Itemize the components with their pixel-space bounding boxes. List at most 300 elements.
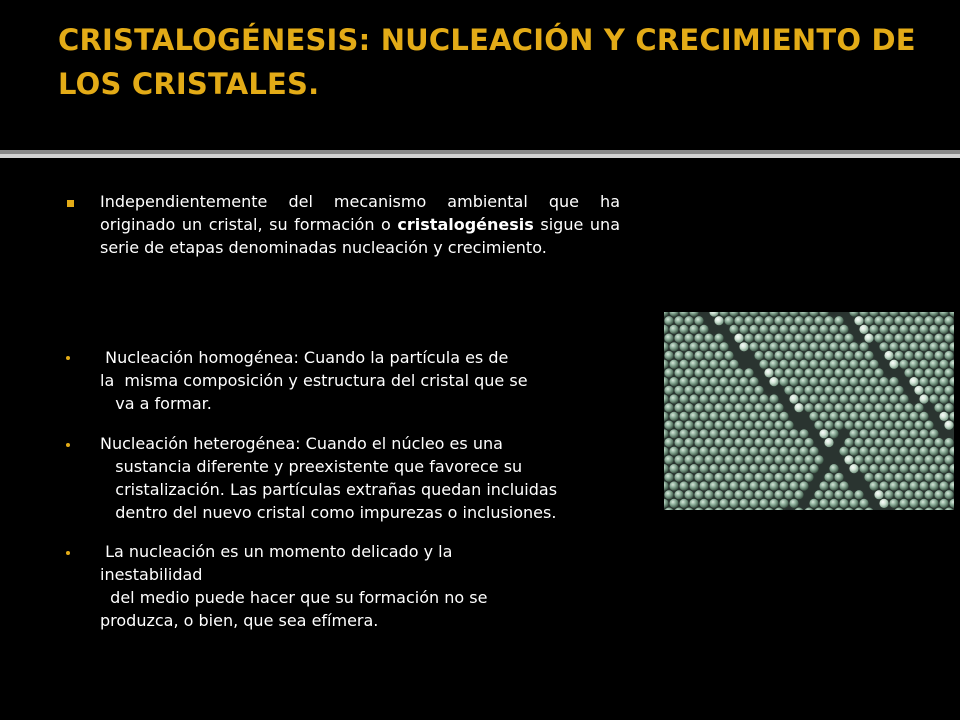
- crystal-sphere: [809, 464, 818, 473]
- crystal-sphere: [784, 334, 793, 343]
- crystal-sphere: [874, 316, 883, 325]
- crystal-sphere: [724, 490, 733, 499]
- crystal-sphere: [929, 325, 938, 334]
- crystal-sphere: [884, 473, 893, 482]
- crystal-sphere: [819, 360, 828, 369]
- crystal-sphere: [934, 490, 943, 499]
- crystal-sphere: [739, 394, 748, 403]
- crystal-sphere: [739, 429, 748, 438]
- crystal-sphere: [874, 334, 883, 343]
- crystal-sphere: [934, 438, 943, 447]
- crystal-sphere: [889, 464, 898, 473]
- crystal-lattice-image: [664, 312, 954, 510]
- crystal-sphere: [664, 421, 673, 430]
- crystal-sphere: [744, 490, 753, 499]
- crystal-sphere: [714, 316, 723, 325]
- crystal-sphere: [794, 316, 803, 325]
- crystal-sphere: [889, 412, 898, 421]
- crystal-sphere: [739, 481, 748, 490]
- crystal-sphere: [879, 447, 888, 456]
- crystal-sphere: [829, 499, 838, 508]
- crystal-sphere: [934, 351, 943, 360]
- crystal-sphere: [714, 334, 723, 343]
- crystal-sphere: [719, 464, 728, 473]
- crystal-sphere: [664, 334, 673, 343]
- crystal-sphere: [909, 377, 918, 386]
- crystal-sphere: [724, 438, 733, 447]
- crystal-sphere: [674, 368, 683, 377]
- crystal-sphere: [769, 429, 778, 438]
- crystal-sphere: [764, 334, 773, 343]
- crystal-sphere: [699, 412, 708, 421]
- crystal-sphere: [744, 473, 753, 482]
- crystal-sphere: [729, 429, 738, 438]
- crystal-sphere: [844, 403, 853, 412]
- crystal-sphere: [889, 394, 898, 403]
- crystal-sphere: [704, 334, 713, 343]
- crystal-sphere: [849, 464, 858, 473]
- crystal-sphere: [854, 386, 863, 395]
- crystal-sphere: [914, 368, 923, 377]
- crystal-sphere: [814, 490, 823, 499]
- crystal-sphere: [829, 377, 838, 386]
- crystal-sphere: [839, 325, 848, 334]
- crystal-sphere: [809, 394, 818, 403]
- crystal-sphere: [819, 377, 828, 386]
- crystal-sphere: [709, 447, 718, 456]
- crystal-sphere: [839, 499, 848, 508]
- crystal-sphere: [729, 447, 738, 456]
- crystal-sphere: [934, 368, 943, 377]
- crystal-sphere: [764, 473, 773, 482]
- crystal-sphere: [699, 360, 708, 369]
- crystal-sphere: [674, 386, 683, 395]
- crystal-sphere: [929, 464, 938, 473]
- crystal-sphere: [774, 368, 783, 377]
- crystal-sphere: [689, 394, 698, 403]
- crystal-sphere: [834, 473, 843, 482]
- crystal-sphere: [689, 360, 698, 369]
- crystal-sphere: [829, 464, 838, 473]
- crystal-sphere: [799, 325, 808, 334]
- crystal-sphere: [839, 394, 848, 403]
- crystal-sphere: [784, 455, 793, 464]
- crystal-sphere: [734, 386, 743, 395]
- crystal-sphere: [669, 464, 678, 473]
- crystal-sphere: [719, 481, 728, 490]
- crystal-sphere: [719, 429, 728, 438]
- crystal-sphere: [769, 360, 778, 369]
- crystal-sphere: [909, 447, 918, 456]
- crystal-sphere: [714, 403, 723, 412]
- crystal-sphere: [769, 481, 778, 490]
- crystal-sphere: [909, 464, 918, 473]
- crystal-sphere: [914, 386, 923, 395]
- crystal-sphere: [694, 473, 703, 482]
- crystal-sphere: [869, 447, 878, 456]
- crystal-sphere: [789, 429, 798, 438]
- crystal-sphere: [694, 455, 703, 464]
- crystal-sphere: [734, 490, 743, 499]
- intro-text-end: sigue una serie de etapas denominadas nucleación y crecimiento.: [100, 215, 620, 257]
- crystal-sphere: [664, 316, 673, 325]
- crystal-sphere: [869, 394, 878, 403]
- crystal-sphere: [829, 481, 838, 490]
- crystal-sphere: [759, 447, 768, 456]
- crystal-sphere: [799, 464, 808, 473]
- crystal-sphere: [704, 403, 713, 412]
- crystal-sphere: [879, 394, 888, 403]
- square-bullet-icon: [67, 200, 74, 207]
- crystal-sphere: [944, 368, 953, 377]
- crystal-sphere: [704, 368, 713, 377]
- crystal-sphere: [799, 429, 808, 438]
- crystal-sphere: [739, 412, 748, 421]
- crystal-sphere: [919, 464, 928, 473]
- crystal-sphere: [689, 342, 698, 351]
- crystal-sphere: [914, 334, 923, 343]
- crystal-sphere: [889, 377, 898, 386]
- crystal-sphere: [784, 351, 793, 360]
- crystal-sphere: [904, 334, 913, 343]
- crystal-sphere: [869, 360, 878, 369]
- crystal-sphere: [844, 334, 853, 343]
- crystal-sphere: [819, 412, 828, 421]
- crystal-sphere: [934, 403, 943, 412]
- crystal-sphere: [904, 403, 913, 412]
- crystal-sphere: [674, 490, 683, 499]
- crystal-sphere: [834, 386, 843, 395]
- crystal-sphere: [944, 334, 953, 343]
- dot-bullet-icon: [66, 443, 70, 447]
- crystal-sphere: [944, 438, 953, 447]
- crystal-sphere: [939, 325, 948, 334]
- crystal-sphere: [784, 386, 793, 395]
- crystal-sphere: [794, 368, 803, 377]
- crystal-sphere: [829, 412, 838, 421]
- crystal-sphere: [889, 342, 898, 351]
- crystal-sphere: [884, 490, 893, 499]
- crystal-sphere: [894, 421, 903, 430]
- crystal-sphere: [704, 473, 713, 482]
- crystal-sphere: [894, 438, 903, 447]
- crystal-sphere: [704, 421, 713, 430]
- crystal-sphere: [779, 342, 788, 351]
- crystal-sphere: [834, 421, 843, 430]
- crystal-sphere: [759, 499, 768, 508]
- crystal-sphere: [679, 342, 688, 351]
- crystal-sphere: [904, 316, 913, 325]
- crystal-sphere: [679, 481, 688, 490]
- crystal-sphere: [934, 316, 943, 325]
- crystal-sphere: [744, 334, 753, 343]
- crystal-sphere: [774, 490, 783, 499]
- crystal-sphere: [839, 481, 848, 490]
- crystal-sphere: [664, 386, 673, 395]
- crystal-sphere: [724, 473, 733, 482]
- crystal-sphere: [794, 403, 803, 412]
- crystal-sphere: [849, 377, 858, 386]
- crystal-sphere: [689, 464, 698, 473]
- crystal-sphere: [859, 464, 868, 473]
- crystal-sphere: [819, 394, 828, 403]
- crystal-sphere: [694, 386, 703, 395]
- crystal-sphere: [714, 368, 723, 377]
- crystal-sphere: [674, 403, 683, 412]
- crystal-sphere: [754, 403, 763, 412]
- crystal-sphere: [734, 403, 743, 412]
- crystal-sphere: [859, 447, 868, 456]
- crystal-sphere: [779, 377, 788, 386]
- crystal-sphere: [779, 481, 788, 490]
- crystal-sphere: [694, 490, 703, 499]
- crystal-sphere: [809, 377, 818, 386]
- crystal-sphere: [679, 429, 688, 438]
- crystal-sphere: [724, 351, 733, 360]
- crystal-sphere: [759, 429, 768, 438]
- crystal-sphere: [664, 438, 673, 447]
- crystal-sphere: [754, 386, 763, 395]
- crystal-sphere: [859, 429, 868, 438]
- crystal-sphere: [764, 490, 773, 499]
- crystal-sphere: [824, 473, 833, 482]
- crystal-sphere: [744, 438, 753, 447]
- crystal-sphere: [844, 368, 853, 377]
- crystal-sphere: [744, 316, 753, 325]
- crystal-sphere: [854, 316, 863, 325]
- crystal-sphere: [719, 394, 728, 403]
- crystal-sphere: [719, 412, 728, 421]
- crystal-sphere: [814, 334, 823, 343]
- crystal-sphere: [754, 334, 763, 343]
- crystal-sphere: [734, 316, 743, 325]
- crystal-sphere: [749, 325, 758, 334]
- crystal-sphere: [849, 429, 858, 438]
- crystal-sphere: [809, 360, 818, 369]
- crystal-sphere: [759, 481, 768, 490]
- crystal-sphere: [679, 412, 688, 421]
- crystal-sphere: [924, 334, 933, 343]
- crystal-sphere: [879, 325, 888, 334]
- crystal-sphere: [749, 377, 758, 386]
- crystal-sphere: [864, 316, 873, 325]
- crystal-sphere: [909, 499, 918, 508]
- crystal-sphere: [874, 368, 883, 377]
- crystal-sphere: [764, 368, 773, 377]
- crystal-sphere: [929, 481, 938, 490]
- crystal-sphere: [754, 455, 763, 464]
- crystal-sphere: [794, 351, 803, 360]
- crystal-sphere: [704, 386, 713, 395]
- crystal-sphere: [774, 473, 783, 482]
- crystal-sphere: [929, 360, 938, 369]
- crystal-sphere: [899, 412, 908, 421]
- crystal-sphere: [879, 429, 888, 438]
- crystal-sphere: [794, 438, 803, 447]
- crystal-sphere: [689, 377, 698, 386]
- crystal-sphere: [869, 377, 878, 386]
- crystal-sphere: [739, 325, 748, 334]
- crystal-sphere: [844, 490, 853, 499]
- crystal-sphere: [779, 325, 788, 334]
- crystal-sphere: [864, 334, 873, 343]
- crystal-sphere: [944, 490, 953, 499]
- crystal-sphere: [709, 464, 718, 473]
- crystal-sphere: [689, 499, 698, 508]
- crystal-sphere: [814, 368, 823, 377]
- crystal-sphere: [879, 481, 888, 490]
- crystal-sphere: [759, 464, 768, 473]
- crystal-sphere: [789, 394, 798, 403]
- crystal-sphere: [869, 464, 878, 473]
- item-heterogeneous: Nucleación heterogénea: Cuando el núcleo es una sustancia diferente y preexistente que favorece su cristalización. Las partículas extrañas quedan incluidas dentro del nuevo cristal como impurezas o inclusiones.: [100, 434, 558, 522]
- crystal-sphere: [699, 325, 708, 334]
- crystal-sphere: [864, 473, 873, 482]
- crystal-sphere: [709, 360, 718, 369]
- crystal-sphere: [764, 455, 773, 464]
- crystal-sphere: [669, 325, 678, 334]
- intro-text-start: Independientemente del mecanismo ambiental que ha originado un cristal, su formación o: [100, 192, 620, 234]
- crystal-sphere: [884, 351, 893, 360]
- crystal-sphere: [694, 351, 703, 360]
- crystal-sphere: [864, 386, 873, 395]
- crystal-sphere: [884, 455, 893, 464]
- crystal-sphere: [919, 499, 928, 508]
- crystal-sphere: [664, 351, 673, 360]
- crystal-sphere: [809, 342, 818, 351]
- crystal-sphere: [934, 386, 943, 395]
- crystal-sphere: [764, 438, 773, 447]
- crystal-sphere: [764, 403, 773, 412]
- crystal-sphere: [769, 412, 778, 421]
- crystal-sphere: [834, 316, 843, 325]
- crystal-sphere: [684, 351, 693, 360]
- crystal-sphere: [674, 473, 683, 482]
- crystal-sphere: [709, 429, 718, 438]
- crystal-sphere: [944, 316, 953, 325]
- crystal-sphere: [714, 490, 723, 499]
- crystal-sphere: [884, 386, 893, 395]
- crystal-sphere: [939, 394, 948, 403]
- crystal-sphere: [894, 386, 903, 395]
- crystal-sphere: [664, 473, 673, 482]
- crystal-sphere: [814, 421, 823, 430]
- crystal-sphere: [894, 403, 903, 412]
- crystal-sphere: [674, 334, 683, 343]
- crystal-sphere: [799, 377, 808, 386]
- crystal-sphere: [734, 421, 743, 430]
- crystal-sphere: [934, 455, 943, 464]
- crystal-sphere: [909, 360, 918, 369]
- crystal-sphere: [834, 368, 843, 377]
- crystal-sphere: [919, 412, 928, 421]
- crystal-sphere: [729, 325, 738, 334]
- crystal-sphere: [929, 447, 938, 456]
- crystal-sphere: [859, 360, 868, 369]
- crystal-sphere: [884, 421, 893, 430]
- crystal-sphere: [784, 368, 793, 377]
- crystal-sphere: [719, 447, 728, 456]
- crystal-sphere: [789, 342, 798, 351]
- crystal-sphere: [729, 481, 738, 490]
- crystal-sphere: [769, 325, 778, 334]
- crystal-sphere: [944, 386, 953, 395]
- crystal-sphere: [699, 481, 708, 490]
- crystal-sphere: [864, 438, 873, 447]
- crystal-sphere: [744, 368, 753, 377]
- crystal-sphere: [724, 403, 733, 412]
- crystal-sphere: [904, 351, 913, 360]
- crystal-sphere: [714, 438, 723, 447]
- crystal-sphere: [854, 455, 863, 464]
- crystal-sphere: [729, 499, 738, 508]
- crystal-sphere: [874, 473, 883, 482]
- crystal-sphere: [804, 473, 813, 482]
- crystal-sphere: [904, 473, 913, 482]
- crystal-sphere: [944, 455, 953, 464]
- crystal-sphere: [724, 386, 733, 395]
- crystal-sphere: [844, 386, 853, 395]
- crystal-sphere: [854, 490, 863, 499]
- crystal-sphere: [919, 429, 928, 438]
- crystal-sphere: [759, 412, 768, 421]
- crystal-sphere: [684, 403, 693, 412]
- crystal-sphere: [684, 386, 693, 395]
- crystal-sphere: [679, 325, 688, 334]
- crystal-sphere: [789, 499, 798, 508]
- crystal-sphere: [854, 351, 863, 360]
- crystal-sphere: [779, 464, 788, 473]
- crystal-sphere: [814, 386, 823, 395]
- crystal-sphere: [739, 377, 748, 386]
- crystal-sphere: [749, 394, 758, 403]
- crystal-sphere: [784, 473, 793, 482]
- crystal-sphere: [679, 360, 688, 369]
- crystal-sphere: [749, 412, 758, 421]
- crystal-sphere: [699, 342, 708, 351]
- crystal-sphere: [759, 342, 768, 351]
- crystal-sphere: [824, 403, 833, 412]
- crystal-sphere: [834, 334, 843, 343]
- crystal-sphere: [764, 351, 773, 360]
- crystal-sphere: [689, 429, 698, 438]
- crystal-sphere: [789, 447, 798, 456]
- crystal-sphere: [879, 377, 888, 386]
- crystal-sphere: [684, 455, 693, 464]
- crystal-sphere: [884, 316, 893, 325]
- crystal-sphere: [714, 455, 723, 464]
- crystal-sphere: [759, 394, 768, 403]
- intro-paragraph: [100, 190, 620, 259]
- crystal-sphere: [829, 394, 838, 403]
- crystal-sphere: [744, 386, 753, 395]
- crystal-sphere: [684, 438, 693, 447]
- dot-bullet-icon: [66, 356, 70, 360]
- crystal-sphere: [909, 429, 918, 438]
- crystal-sphere: [944, 473, 953, 482]
- crystal-sphere: [679, 377, 688, 386]
- crystal-sphere: [824, 334, 833, 343]
- crystal-sphere: [824, 351, 833, 360]
- item-delicate-moment: La nucleación es un momento delicado y la inestabilidad del medio puede hacer que su formación no se produzca, o bien, que sea efímera.: [100, 542, 488, 630]
- crystal-sphere: [894, 351, 903, 360]
- crystal-sphere: [704, 490, 713, 499]
- crystal-sphere: [919, 481, 928, 490]
- crystal-sphere: [884, 403, 893, 412]
- crystal-sphere: [924, 455, 933, 464]
- crystal-sphere: [859, 377, 868, 386]
- crystal-sphere: [894, 490, 903, 499]
